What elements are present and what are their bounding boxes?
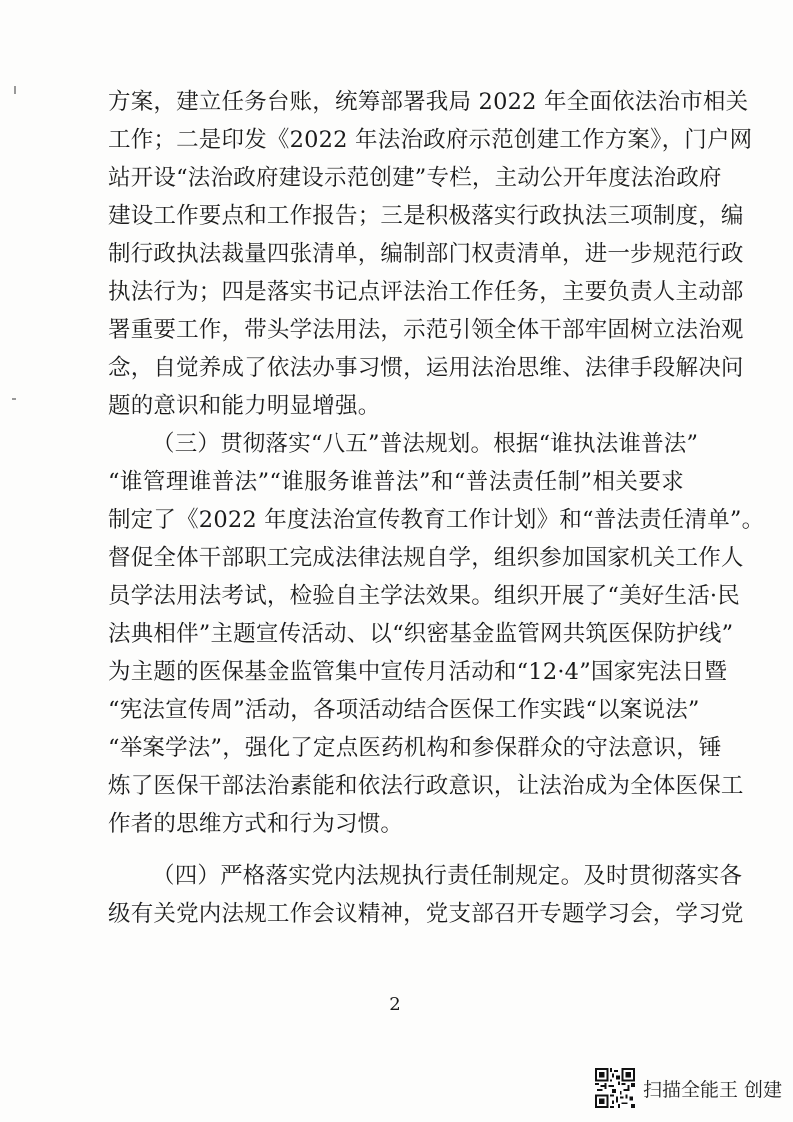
body-line: 方案，建立任务台账，统筹部署我局 2022 年全面依法治市相关 bbox=[108, 89, 749, 115]
scan-mark bbox=[12, 398, 16, 400]
body-line: 作者的思维方式和行为习惯。 bbox=[108, 811, 404, 837]
body-line: 念，自觉养成了依法办事习惯，运用法治思维、法律手段解决问 bbox=[108, 355, 744, 381]
scan-mark bbox=[14, 86, 16, 94]
body-line: 员学法用法考试，检验自主学法效果。组织开展了“美好生活·民 bbox=[108, 583, 740, 609]
body-line: 法典相伴”主题宣传活动、以“织密基金监管网共筑医保防护线” bbox=[108, 621, 734, 647]
body-line: 督促全体干部职工完成法律法规自学，组织参加国家机关工作人 bbox=[108, 545, 744, 571]
page-number: 2 bbox=[389, 994, 401, 1015]
scanner-watermark bbox=[595, 1066, 782, 1110]
body-line: 署重要工作，带头学法用法，示范引领全体干部牢固树立法治观 bbox=[108, 317, 744, 343]
body-line: 级有关党内法规工作会议精神，党支部召开专题学习会，学习党 bbox=[108, 901, 744, 927]
body-line: 制定了《2022 年度法治宣传教育工作计划》和“普法责任清单”。 bbox=[108, 507, 765, 533]
body-line: “谁管理谁普法”“谁服务谁普法”和“普法责任制”相关要求 bbox=[108, 469, 684, 495]
body-line: “举案学法”，强化了定点医药机构和参保群众的守法意识，锤 bbox=[108, 735, 722, 761]
body-line: 炼了医保干部法治素能和依法行政意识，让法治成为全体医保工 bbox=[108, 773, 744, 799]
body-line: 建设工作要点和工作报告；三是积极落实行政执法三项制度，编 bbox=[108, 203, 744, 229]
body-line: 工作；二是印发《2022 年法治政府示范创建工作方案》，门户网 bbox=[108, 127, 753, 153]
watermark-text: 扫描全能王 创建 bbox=[643, 1078, 783, 1101]
section-heading-line: （四）严格落实党内法规执行责任制规定。及时贯彻落实各 bbox=[152, 863, 743, 889]
body-line: 题的意识和能力明显增强。 bbox=[108, 393, 381, 419]
body-line: 站开设“法治政府建设示范创建”专栏，主动公开年度法治政府 bbox=[108, 165, 722, 191]
qr-code-icon bbox=[595, 1068, 635, 1108]
body-line: 为主题的医保基金监管集中宣传月活动和“12·4”国家宪法日暨 bbox=[108, 659, 728, 685]
body-line: 执法行为；四是落实书记点评法治工作任务，主要负责人主动部 bbox=[108, 279, 744, 305]
section-heading-line: （三）贯彻落实“八五”普法规划。根据“谁执法谁普法” bbox=[152, 431, 699, 457]
body-line: 制行政执法裁量四张清单，编制部门权责清单，进一步规范行政 bbox=[108, 241, 744, 267]
body-line: “宪法宣传周”活动，各项活动结合医保工作实践“以案说法” bbox=[108, 697, 700, 723]
